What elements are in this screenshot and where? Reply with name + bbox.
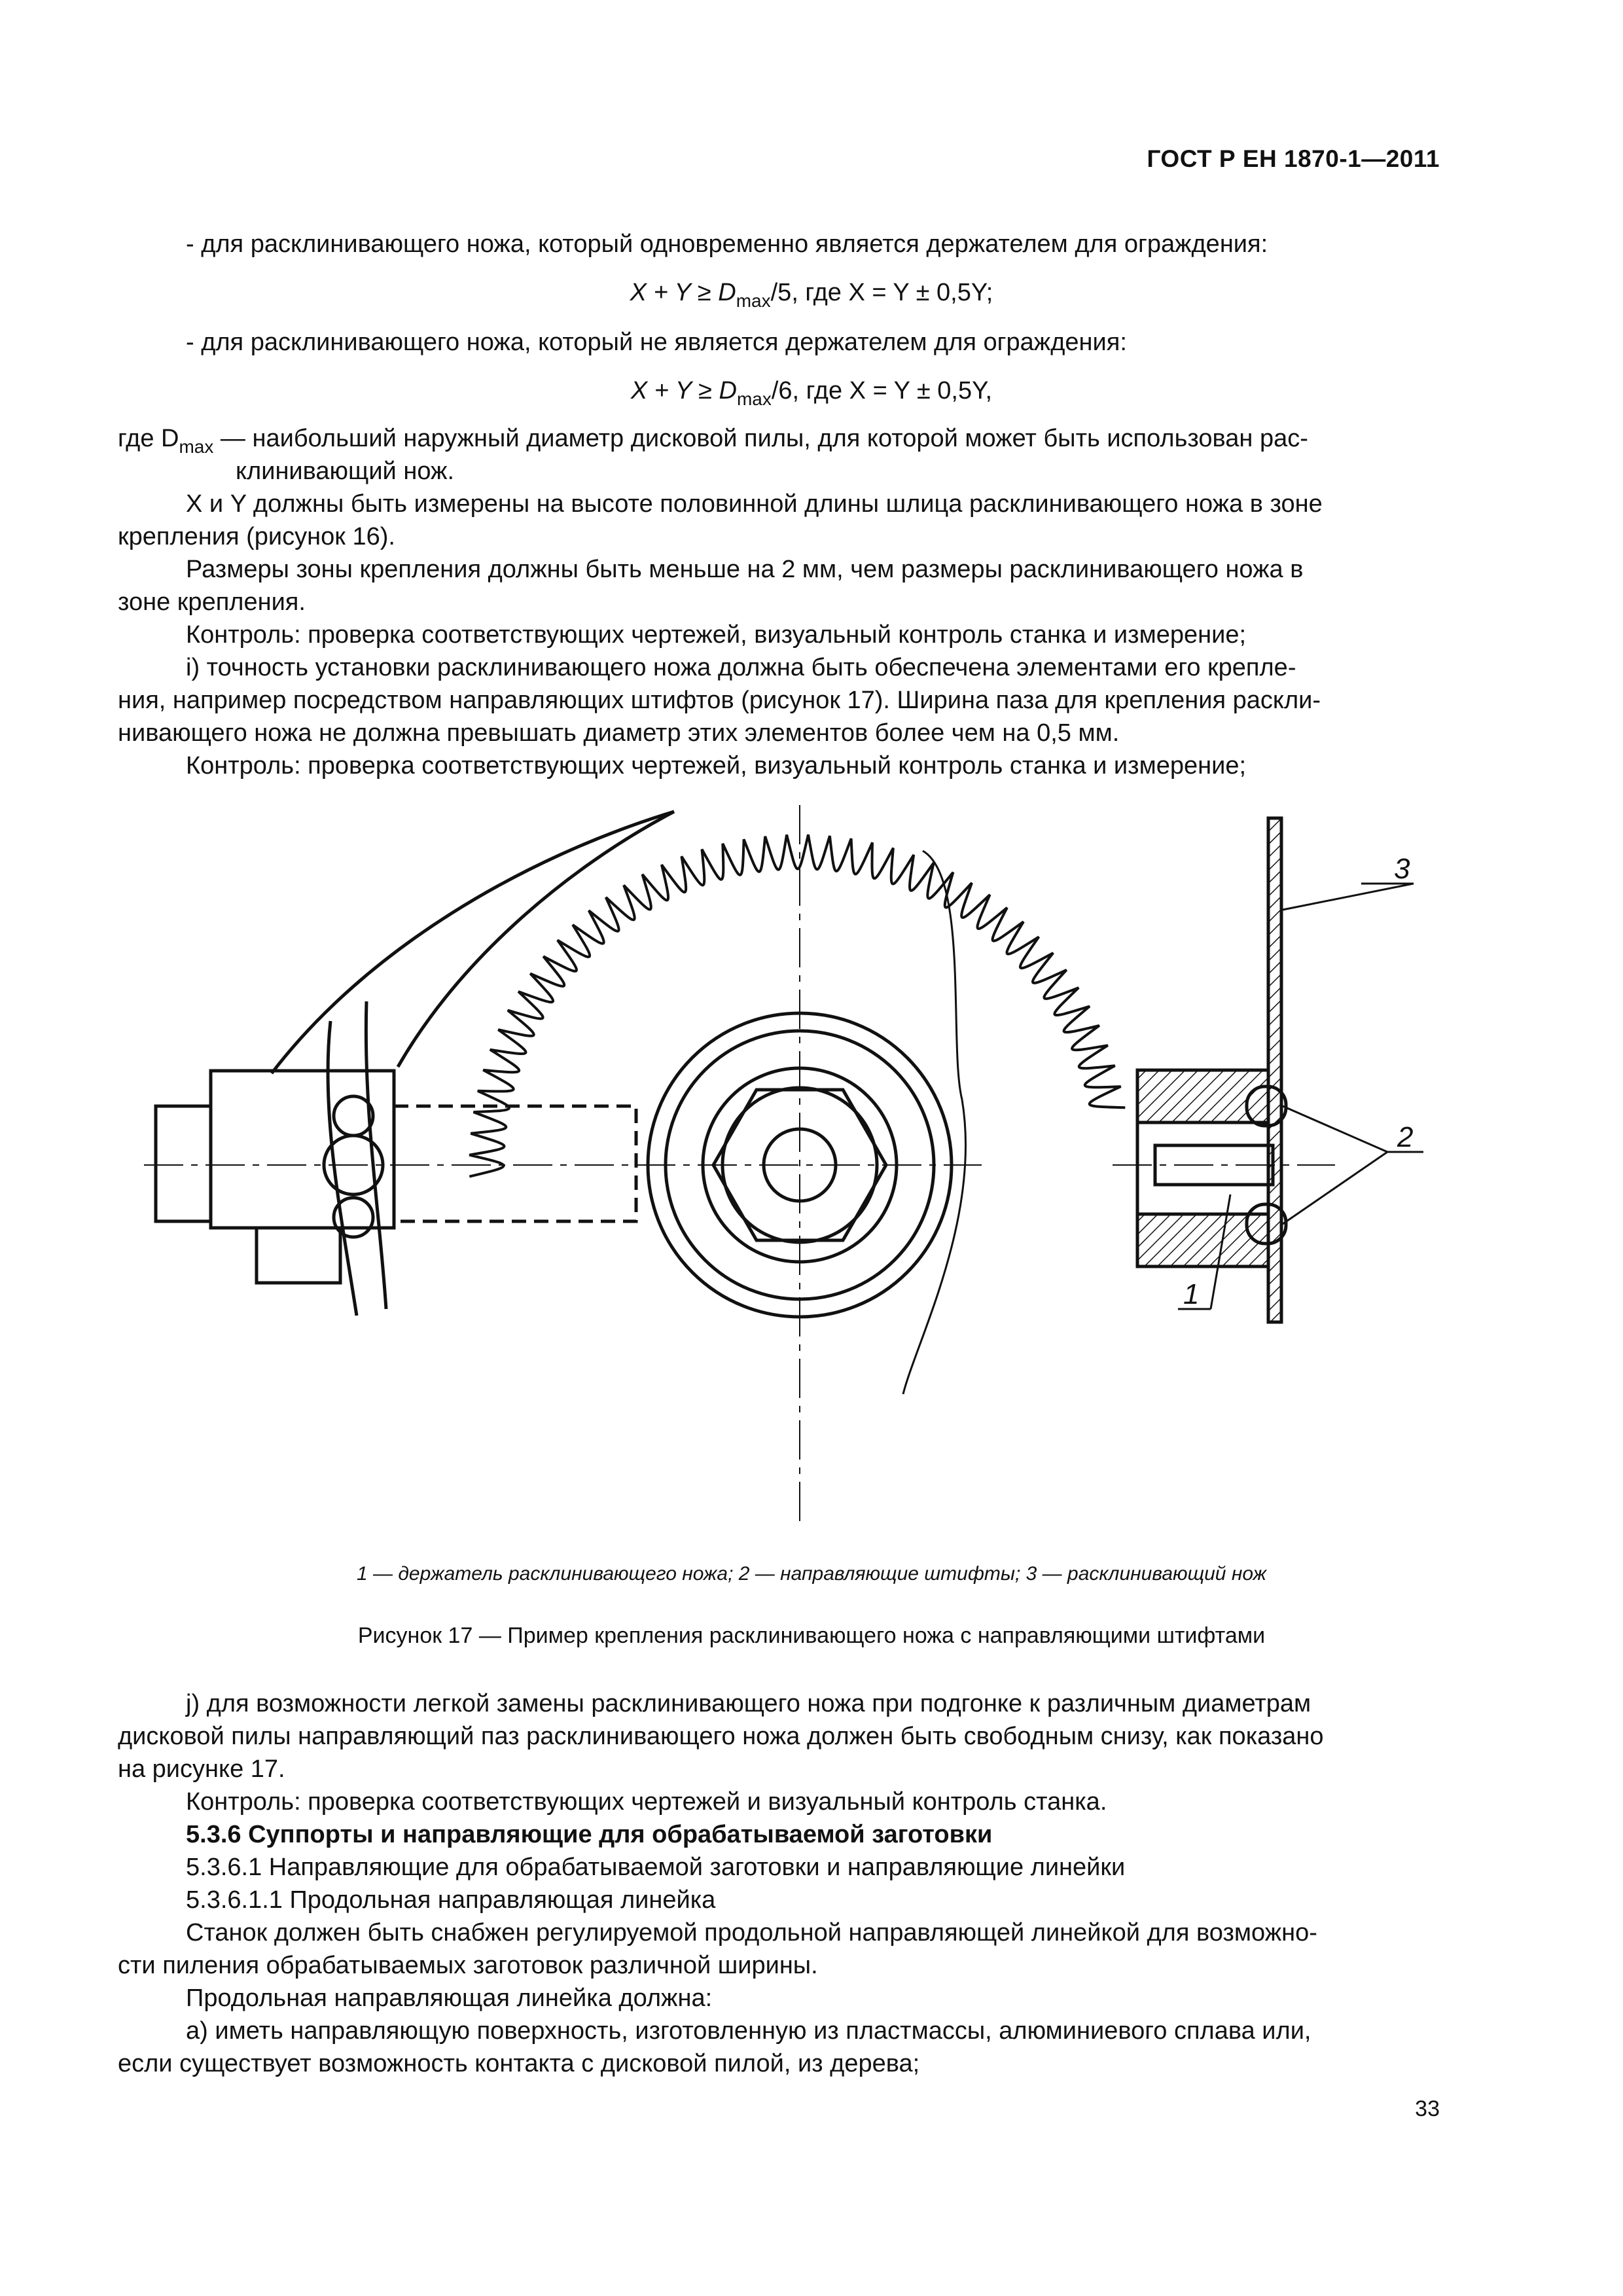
paragraph-line: дисковой пилы направляющий паз расклинивающего ножа должен быть свободным снизу, как показано (118, 1723, 1324, 1750)
formula-part: X + Y ≥ D (630, 279, 736, 306)
knife-side (1268, 818, 1281, 1322)
formula-subscript: max (736, 389, 772, 409)
holder-left-stub (156, 1106, 211, 1221)
paragraph-line: на рисунке 17. (118, 1755, 285, 1783)
paragraph-line: - для расклинивающего ножа, который одновременно является держателем для ограждения: (186, 230, 1268, 258)
callout-1: 1 (1183, 1278, 1200, 1310)
guide-pin-1 (334, 1096, 373, 1136)
where-term: где D (118, 425, 179, 452)
paragraph-line: j) для возможности легкой замены расклинивающего ножа при подгонке к различным диаметрам (186, 1690, 1311, 1717)
figure-caption: Рисунок 17 — Пример крепления расклинивающего ножа с направляющими штифтами (357, 1623, 1266, 1648)
section-heading-5-3-6: 5.3.6 Суппорты и направляющие для обрабатываемой заготовки (186, 1821, 993, 1848)
where-line (118, 422, 1308, 455)
subsection-heading: 5.3.6.1 Направляющие для обрабатываемой заготовки и направляющие линейки (186, 1854, 1126, 1881)
paragraph-line: если существует возможность контакта с дисковой пилой, из дерева; (118, 2050, 920, 2077)
paragraph-line: Продольная направляющая линейка должна: (186, 1984, 713, 2012)
subsection-heading: 5.3.6.1.1 Продольная направляющая линейка (186, 1886, 716, 1914)
paragraph-line: нивающего ножа не должна превышать диаметр этих элементов более чем на 0,5 мм. (118, 719, 1120, 747)
paragraph-line: Контроль: проверка соответствующих чертежей, визуальный контроль станка и измерение; (186, 621, 1247, 649)
knife-slot (328, 1001, 386, 1316)
paragraph-line: сти пиления обрабатываемых заготовок различной ширины. (118, 1952, 818, 1979)
paragraph-line: Контроль: проверка соответствующих чертежей, визуальный контроль станка и измерение; (186, 752, 1247, 780)
holder-bottom (257, 1228, 340, 1283)
paragraph-line: ния, например посредством направляющих штифтов (рисунок 17). Ширина паза для крепления раскли- (118, 687, 1321, 714)
paragraph-line: крепления (рисунок 16). (118, 523, 395, 550)
page-number: 33 (1415, 2096, 1440, 2121)
paragraph-line: а) иметь направляющую поверхность, изготовленную из пластмассы, алюминиевого сплава или, (186, 2017, 1311, 2045)
where-text: — наибольший наружный диаметр дисковой пилы, для которой может быть использован рас- (213, 425, 1308, 452)
guard-arc-outer (272, 812, 674, 1073)
formula-subscript: max (736, 291, 771, 311)
where-continuation: клинивающий нож. (236, 457, 455, 485)
paragraph-line: X и Y должны быть измерены на высоте половинной длины шлица расклинивающего ножа в зоне (186, 490, 1323, 518)
paragraph-line: Размеры зоны крепления должны быть меньше на 2 мм, чем размеры расклинивающего ножа в (186, 556, 1304, 583)
knife-extension (394, 1106, 636, 1221)
figure-legend-text: 1 — держатель расклинивающего ножа; 2 — направляющие штифты; 3 — расклинивающий нож (356, 1563, 1266, 1585)
figure-legend (0, 1563, 1623, 1585)
figure-drawing (0, 802, 1623, 1548)
side-block-bottom (1137, 1214, 1268, 1266)
formula-part: /6, где X = Y ± 0,5Y, (771, 377, 993, 404)
formula-part: /5, где X = Y ± 0,5Y; (770, 279, 993, 306)
paragraph-line: i) точность установки расклинивающего ножа должна быть обеспечена элементами его крепле- (186, 654, 1296, 681)
paragraph-line: Станок должен быть снабжен регулируемой продольной направляющей линейкой для возможно- (186, 1919, 1317, 1946)
formula-2 (0, 374, 1623, 407)
callout-2: 2 (1397, 1121, 1414, 1153)
where-subscript: max (179, 437, 214, 457)
formula-1 (0, 276, 1623, 309)
side-block-mid (1137, 1122, 1268, 1214)
where-definition (118, 422, 1308, 488)
saw-edge-arc (903, 851, 966, 1394)
paragraph-line: - для расклинивающего ножа, который не является держателем для ограждения: (186, 329, 1127, 356)
paragraph-line: зоне крепления. (118, 588, 306, 616)
saw-blade-teeth (469, 834, 1125, 1176)
guard-arc-inner (398, 812, 674, 1067)
document-code: ГОСТ Р ЕН 1870-1—2011 (1147, 145, 1440, 172)
paragraph-line: Контроль: проверка соответствующих чертежей и визуальный контроль станка. (186, 1788, 1107, 1816)
figure-17 (0, 802, 1623, 1548)
formula-part: X + Y ≥ D (630, 377, 737, 404)
callout-3: 3 (1394, 853, 1410, 885)
